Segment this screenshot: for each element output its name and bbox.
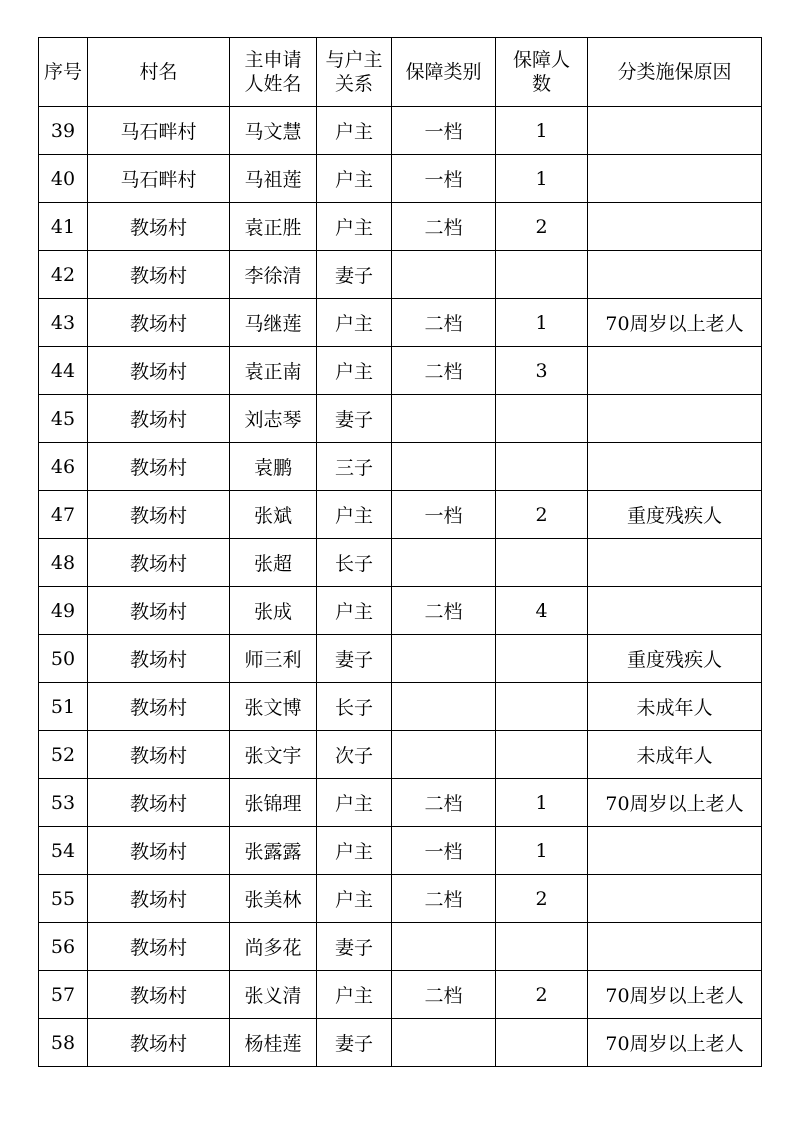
- cell-seq: 57: [39, 971, 88, 1019]
- cell-reason: [588, 443, 762, 491]
- cell-count: 4: [496, 587, 588, 635]
- cell-category: 一档: [392, 155, 496, 203]
- cell-applicant-name: 张斌: [230, 491, 317, 539]
- cell-applicant-name: 张义清: [230, 971, 317, 1019]
- cell-count: 1: [496, 779, 588, 827]
- cell-reason: 重度残疾人: [588, 635, 762, 683]
- cell-category: 二档: [392, 587, 496, 635]
- table-row: [39, 635, 762, 683]
- cell-applicant-name: 尚多花: [230, 923, 317, 971]
- table-row: [39, 1019, 762, 1067]
- cell-relation: 户主: [317, 155, 392, 203]
- header-count-line1: 保障人: [512, 49, 570, 71]
- cell-relation: 长子: [317, 539, 392, 587]
- cell-relation: 户主: [317, 107, 392, 155]
- cell-relation: 户主: [317, 299, 392, 347]
- cell-count: [496, 395, 588, 443]
- cell-reason: [588, 587, 762, 635]
- cell-seq: 50: [39, 635, 88, 683]
- cell-village: 教场村: [88, 251, 230, 299]
- cell-relation: 妻子: [317, 395, 392, 443]
- table-header: [39, 38, 762, 107]
- header-applicant-line2: 人姓名: [244, 73, 302, 95]
- cell-applicant-name: 张露露: [230, 827, 317, 875]
- cell-seq: 41: [39, 203, 88, 251]
- cell-applicant-name: 刘志琴: [230, 395, 317, 443]
- cell-count: 2: [496, 491, 588, 539]
- cell-count: 2: [496, 875, 588, 923]
- cell-seq: 54: [39, 827, 88, 875]
- table-row: [39, 875, 762, 923]
- table-row: [39, 395, 762, 443]
- cell-relation: 户主: [317, 491, 392, 539]
- cell-applicant-name: 杨桂莲: [230, 1019, 317, 1067]
- cell-relation: 妻子: [317, 635, 392, 683]
- cell-category: [392, 923, 496, 971]
- cell-applicant-name: 袁鹏: [230, 443, 317, 491]
- cell-applicant-name: 张锦理: [230, 779, 317, 827]
- table-row: [39, 731, 762, 779]
- cell-relation: 户主: [317, 347, 392, 395]
- cell-seq: 56: [39, 923, 88, 971]
- cell-count: 1: [496, 107, 588, 155]
- cell-category: 二档: [392, 779, 496, 827]
- table-body: [39, 107, 762, 1067]
- cell-seq: 39: [39, 107, 88, 155]
- header-relation: [317, 38, 392, 107]
- cell-applicant-name: 马文慧: [230, 107, 317, 155]
- cell-reason: 70周岁以上老人: [588, 779, 762, 827]
- cell-village: 教场村: [88, 443, 230, 491]
- cell-category: [392, 635, 496, 683]
- cell-category: [392, 1019, 496, 1067]
- table-row: [39, 299, 762, 347]
- cell-relation: 户主: [317, 779, 392, 827]
- cell-relation: 长子: [317, 683, 392, 731]
- cell-applicant-name: 张文宇: [230, 731, 317, 779]
- table-row: [39, 491, 762, 539]
- table-row: [39, 251, 762, 299]
- table-row: [39, 779, 762, 827]
- cell-relation: 户主: [317, 971, 392, 1019]
- cell-applicant-name: 张成: [230, 587, 317, 635]
- cell-reason: [588, 203, 762, 251]
- cell-category: [392, 539, 496, 587]
- cell-village: 教场村: [88, 875, 230, 923]
- cell-relation: 户主: [317, 827, 392, 875]
- cell-category: 二档: [392, 875, 496, 923]
- cell-relation: 户主: [317, 587, 392, 635]
- cell-reason: 未成年人: [588, 731, 762, 779]
- header-category: 保障类别: [392, 38, 496, 107]
- cell-village: 教场村: [88, 827, 230, 875]
- cell-seq: 40: [39, 155, 88, 203]
- header-seq: 序号: [39, 38, 88, 107]
- cell-village: 教场村: [88, 347, 230, 395]
- cell-applicant-name: 张文博: [230, 683, 317, 731]
- cell-village: 教场村: [88, 395, 230, 443]
- cell-seq: 52: [39, 731, 88, 779]
- header-count: [496, 38, 588, 107]
- cell-category: [392, 683, 496, 731]
- cell-village: 教场村: [88, 299, 230, 347]
- cell-count: 1: [496, 155, 588, 203]
- header-relation-line2: 关系: [334, 73, 373, 95]
- cell-count: 3: [496, 347, 588, 395]
- cell-applicant-name: 张美林: [230, 875, 317, 923]
- header-applicant-line1: 主申请: [244, 49, 302, 71]
- table-row: [39, 155, 762, 203]
- cell-category: 二档: [392, 299, 496, 347]
- cell-relation: 妻子: [317, 1019, 392, 1067]
- cell-seq: 49: [39, 587, 88, 635]
- cell-count: [496, 731, 588, 779]
- table-row: [39, 827, 762, 875]
- cell-count: 1: [496, 299, 588, 347]
- cell-village: 教场村: [88, 635, 230, 683]
- cell-reason: [588, 347, 762, 395]
- cell-seq: 42: [39, 251, 88, 299]
- cell-relation: 妻子: [317, 923, 392, 971]
- cell-category: 一档: [392, 107, 496, 155]
- cell-village: 教场村: [88, 923, 230, 971]
- cell-count: [496, 539, 588, 587]
- cell-village: 教场村: [88, 587, 230, 635]
- cell-count: [496, 923, 588, 971]
- table-row: [39, 539, 762, 587]
- cell-applicant-name: 马祖莲: [230, 155, 317, 203]
- cell-count: 2: [496, 203, 588, 251]
- cell-reason: [588, 923, 762, 971]
- cell-village: 教场村: [88, 731, 230, 779]
- table-row: [39, 203, 762, 251]
- cell-category: [392, 731, 496, 779]
- cell-seq: 48: [39, 539, 88, 587]
- header-applicant: [230, 38, 317, 107]
- cell-category: [392, 395, 496, 443]
- cell-seq: 44: [39, 347, 88, 395]
- cell-count: 1: [496, 827, 588, 875]
- cell-village: 马石畔村: [88, 107, 230, 155]
- cell-relation: 户主: [317, 875, 392, 923]
- cell-reason: [588, 875, 762, 923]
- cell-seq: 55: [39, 875, 88, 923]
- cell-applicant-name: 张超: [230, 539, 317, 587]
- cell-seq: 47: [39, 491, 88, 539]
- header-village: 村名: [88, 38, 230, 107]
- cell-relation: 户主: [317, 203, 392, 251]
- header-relation-line1: 与户主: [325, 49, 383, 71]
- cell-category: 二档: [392, 347, 496, 395]
- cell-category: 二档: [392, 971, 496, 1019]
- cell-relation: 三子: [317, 443, 392, 491]
- header-count-line2: 数: [531, 73, 551, 95]
- assistance-roster-table: [38, 37, 762, 1067]
- cell-seq: 51: [39, 683, 88, 731]
- cell-applicant-name: 师三利: [230, 635, 317, 683]
- cell-applicant-name: 马继莲: [230, 299, 317, 347]
- cell-reason: [588, 827, 762, 875]
- cell-village: 教场村: [88, 203, 230, 251]
- cell-count: [496, 443, 588, 491]
- cell-category: 一档: [392, 491, 496, 539]
- cell-applicant-name: 袁正胜: [230, 203, 317, 251]
- cell-village: 教场村: [88, 539, 230, 587]
- cell-reason: [588, 251, 762, 299]
- table-row: [39, 347, 762, 395]
- cell-reason: 70周岁以上老人: [588, 299, 762, 347]
- cell-category: 二档: [392, 203, 496, 251]
- cell-count: [496, 1019, 588, 1067]
- cell-count: [496, 251, 588, 299]
- cell-reason: 70周岁以上老人: [588, 971, 762, 1019]
- cell-category: 一档: [392, 827, 496, 875]
- cell-reason: [588, 395, 762, 443]
- cell-count: 2: [496, 971, 588, 1019]
- cell-applicant-name: 李徐清: [230, 251, 317, 299]
- cell-reason: [588, 107, 762, 155]
- header-row: [39, 38, 762, 107]
- cell-seq: 53: [39, 779, 88, 827]
- table-row: [39, 107, 762, 155]
- cell-reason: 未成年人: [588, 683, 762, 731]
- cell-applicant-name: 袁正南: [230, 347, 317, 395]
- cell-village: 教场村: [88, 779, 230, 827]
- cell-seq: 58: [39, 1019, 88, 1067]
- cell-seq: 45: [39, 395, 88, 443]
- cell-seq: 46: [39, 443, 88, 491]
- cell-village: 教场村: [88, 1019, 230, 1067]
- table-row: [39, 971, 762, 1019]
- cell-count: [496, 683, 588, 731]
- table-row: [39, 443, 762, 491]
- table-row: [39, 923, 762, 971]
- header-reason: 分类施保原因: [588, 38, 762, 107]
- cell-relation: 次子: [317, 731, 392, 779]
- cell-category: [392, 443, 496, 491]
- cell-village: 教场村: [88, 683, 230, 731]
- cell-village: 教场村: [88, 971, 230, 1019]
- cell-village: 马石畔村: [88, 155, 230, 203]
- cell-category: [392, 251, 496, 299]
- cell-relation: 妻子: [317, 251, 392, 299]
- cell-village: 教场村: [88, 491, 230, 539]
- cell-reason: [588, 539, 762, 587]
- cell-reason: [588, 155, 762, 203]
- cell-reason: 70周岁以上老人: [588, 1019, 762, 1067]
- table-row: [39, 587, 762, 635]
- table-row: [39, 683, 762, 731]
- cell-count: [496, 635, 588, 683]
- cell-seq: 43: [39, 299, 88, 347]
- cell-reason: 重度残疾人: [588, 491, 762, 539]
